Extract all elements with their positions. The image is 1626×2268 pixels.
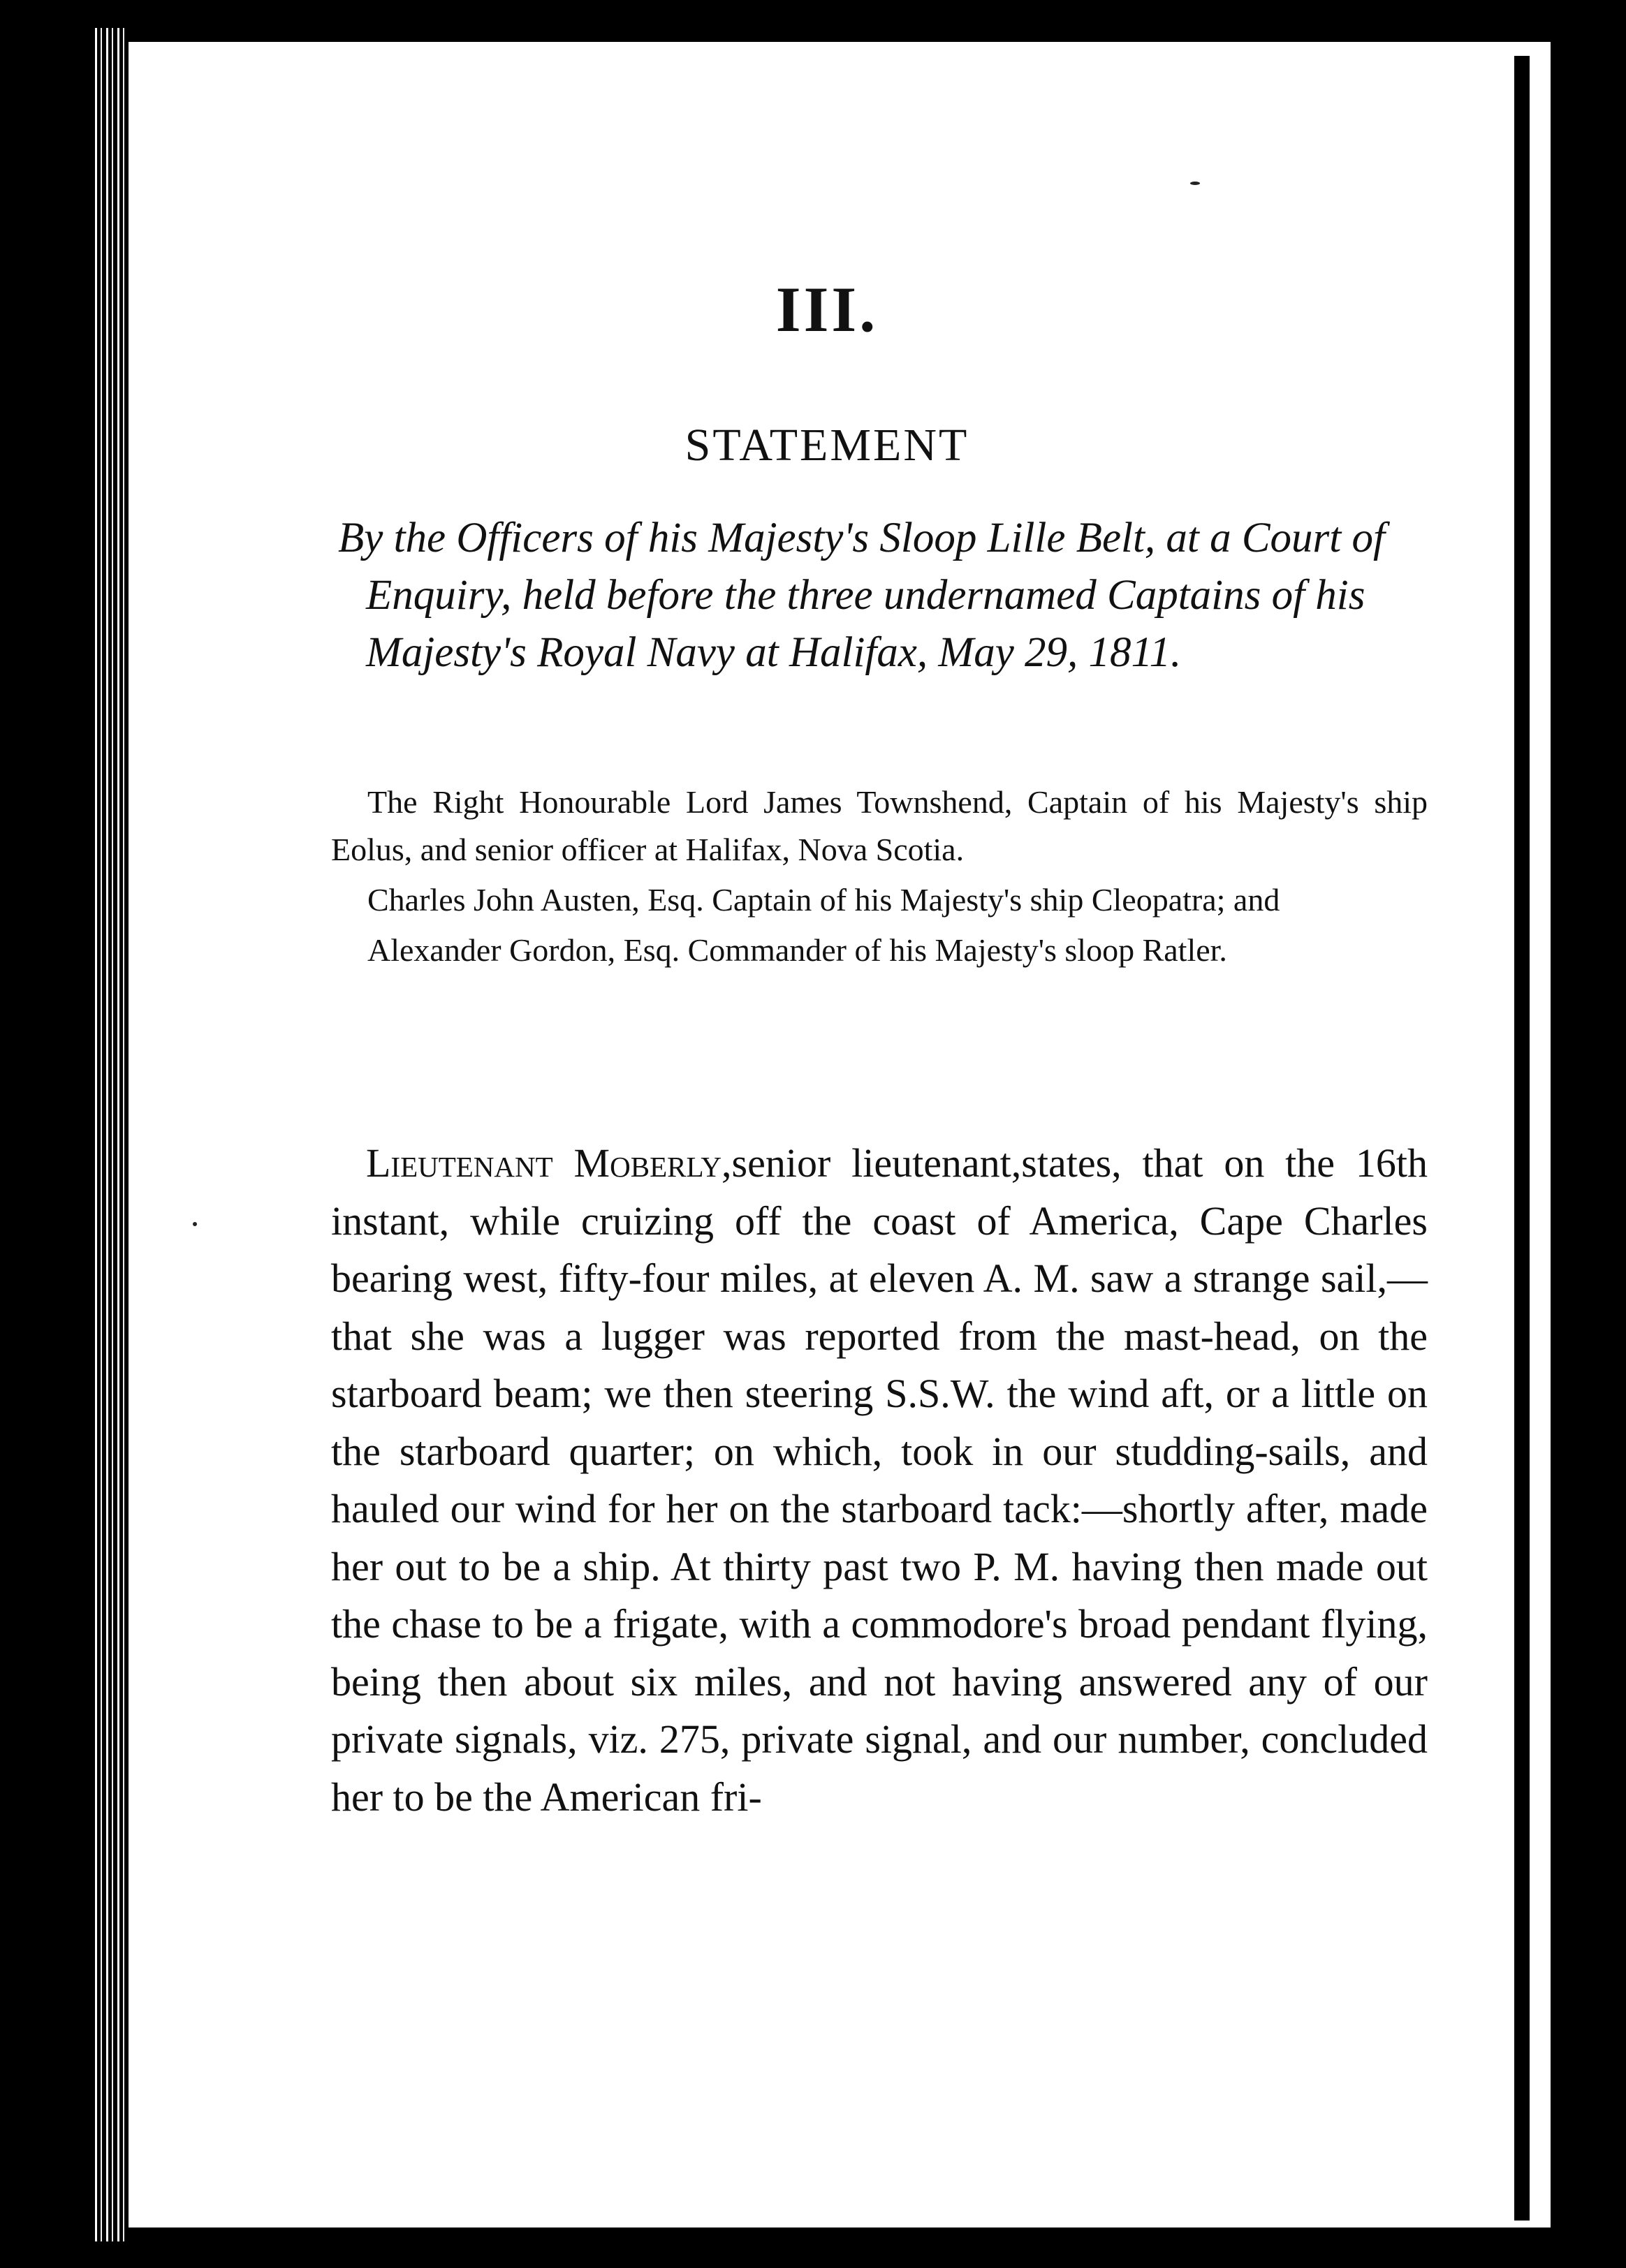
book-page — [126, 42, 1525, 2228]
speaker-name: Lieutenant Moberly, — [366, 1140, 732, 1186]
section-subtitle: By the Officers of his Majesty's Sloop Lille Belt, at a Court of Enquiry, held before the three undernamed Captains of his Majesty's Royal Navy at Halifax, May 29, 1811. — [338, 515, 1385, 676]
court-member: Charles John Austen, Esq. Captain of his Majesty's ship Cleopatra; and — [367, 882, 1280, 918]
statement-paragraph — [331, 1135, 1428, 1826]
print-speck — [193, 1222, 197, 1226]
court-member: The Right Honourable Lord James Townshend, Captain of his Majesty's ship Eolus, and senior officer at Halifax, Nova Scotia. — [331, 784, 1428, 867]
court-members — [331, 779, 1428, 977]
page-edge-shadow — [1514, 56, 1530, 2221]
book-spine — [91, 28, 126, 2241]
statement-text: senior lieutenant,states, that on the 16th instant, while cruizing off the coast of America, Cape Charles bearing west, fifty-four miles, at eleven A. M. saw a strange sail,—that she was a lugger was reported from the mast-head, on the starboard beam; we then steering S.S.W. the wind aft, or a little on the starboard quarter; on which, took in our studding-sails, and hauled our wind for her on the starboard tack:—shortly after, made her out to be a ship. At thirty past two P. M. having then made out the chase to be a frigate, with a commodore's broad pendant flying, being then about six miles, and not having answered any of our private signals, viz. 275, private signal, and our number, concluded her to be the American fri- — [331, 1140, 1428, 1820]
section-heading: STATEMENT — [684, 420, 969, 471]
print-speck — [1190, 182, 1200, 185]
next-page-edge — [1502, 42, 1551, 2228]
court-member: Alexander Gordon, Esq. Commander of his Majesty's sloop Ratler. — [367, 932, 1227, 968]
section-numeral: III. — [775, 274, 879, 345]
